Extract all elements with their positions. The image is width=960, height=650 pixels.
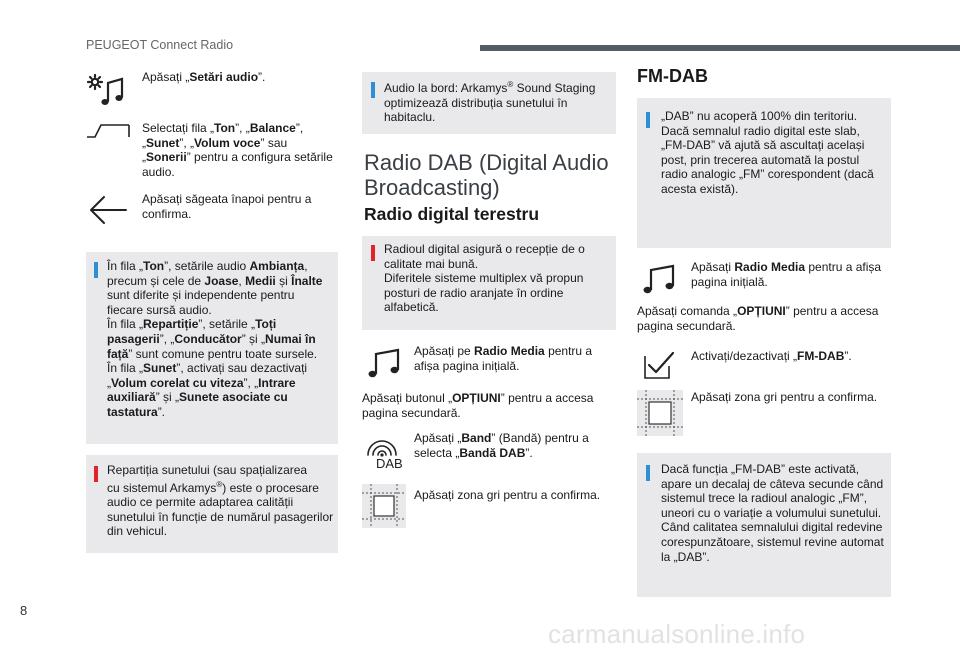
- info-indicator: [371, 82, 375, 98]
- dab-section-subtitle: Radio digital terestru: [364, 204, 540, 224]
- col1-warning-box: [86, 455, 338, 553]
- col2-info-text: Audio la bord: Arkamys® Sound Staging optimizează distribuția sunetului în habitaclu.: [384, 80, 596, 125]
- music-settings-icon: [86, 73, 128, 109]
- col1-info-text: În fila „Ton”, setările audio Ambianța, precum și cele de Joase, Medii și Înalte sunt diferite și independente pentru fiecare sursă audio. În fila „Repartiție”, setările „Toți pasagerii”, „Conducător” și „Numai în față” sunt comune pentru toate sursele. În fila „Sunet”, activați sau dezactivați „Volum corelat cu viteza”, „Intrare auxiliară” și „Sunete asociate cu tastatura”.: [107, 259, 323, 419]
- col2-warning-text: Radioul digital asigură o recepție de o calitate mai bună. Diferitele sisteme multiplex vă propun posturi de radio aranjate în ordine alfabetică.: [384, 242, 585, 315]
- col3-info-box-1: [637, 98, 891, 248]
- col2-step3-text: Apăsați zona gri pentru a confirma.: [414, 488, 601, 502]
- page-number: 8: [20, 603, 28, 618]
- manual-header-title: PEUGEOT Connect Radio: [86, 38, 234, 52]
- col1-step1-text: Apăsați „Setări audio”.: [142, 70, 266, 84]
- col1-info-box: [86, 252, 338, 444]
- col1-step3-text: Apăsați săgeata înapoi pentru a confirma.: [142, 192, 312, 221]
- col1-step2-text: Selectați fila „Ton”, „Balance”, „Sunet”, „Volum voce” sau „Sonerii” pentru a configura setările audio.: [142, 121, 333, 179]
- dab-section-title: Radio DAB (Digital Audio Broadcasting): [364, 150, 609, 200]
- back-arrow-icon: [88, 195, 128, 225]
- warning-indicator: [371, 245, 375, 261]
- grey-zone-icon: [362, 484, 406, 528]
- dab-icon-label: DAB: [376, 456, 403, 471]
- col3-info2-text: Dacă funcția „FM-DAB” este activată, apare un decalaj de câteva secunde când sistemul trece la radioul analogic „FM”, uneori cu o variație a volumului sunetului. Când calitatea semnalului digital redevine corespunzătoare, sistemul revine automat la „DAB”.: [661, 462, 884, 564]
- col1-warning-text: Repartiția sunetului (sau spațializarea cu sistemul Arkamys®) este o procesare audio ce permite adaptarea calității sunetului în funcție de numărul pasagerilor din vehicul.: [107, 463, 334, 539]
- header-bar: [480, 45, 960, 51]
- info-indicator: [94, 262, 98, 278]
- col3-info-box-2: [637, 453, 891, 597]
- warning-indicator: [94, 466, 98, 482]
- info-indicator: [646, 112, 650, 128]
- col3-step2-text: Activați/dezactivați „FM-DAB”.: [691, 349, 852, 363]
- dab-radio-icon: [364, 435, 408, 469]
- col2-info-box: [362, 72, 616, 134]
- col2-step2-text: Apăsați „Band” (Bandă) pentru a selecta „Bandă DAB”.: [414, 431, 589, 460]
- info-indicator: [646, 465, 650, 481]
- tab-icon: [87, 124, 131, 138]
- col3-step3-text: Apăsați zona gri pentru a confirma.: [691, 390, 878, 404]
- fm-dab-title: FM-DAB: [637, 66, 708, 86]
- col3-info1-text: „DAB” nu acoperă 100% din teritoriu. Dacă semnalul radio digital este slab, „FM-DAB” vă ajută să ascultați același post, prin trecerea automată la postul radio analogic „FM” corespondent (dacă acesta există).: [661, 109, 874, 196]
- col2-warning-box: [362, 236, 616, 330]
- watermark: carmanualsonline.info: [548, 619, 806, 649]
- col3-options-para: Apăsați comanda „OPȚIUNI” pentru a accesa pagina secundară.: [637, 304, 879, 333]
- radio-media-music-icon: [366, 348, 402, 378]
- radio-media-music-icon: [641, 264, 677, 294]
- col3-step1-text: Apăsați Radio Media pentru a afișa pagina inițială.: [691, 260, 882, 289]
- checkbox-checked-icon: [643, 350, 677, 380]
- col2-options-para: Apăsați butonul „OPȚIUNI” pentru a accesa pagina secundară.: [362, 391, 594, 420]
- grey-zone-icon: [637, 390, 683, 436]
- col2-step1-text: Apăsați pe Radio Media pentru a afișa pagina inițială.: [414, 344, 593, 373]
